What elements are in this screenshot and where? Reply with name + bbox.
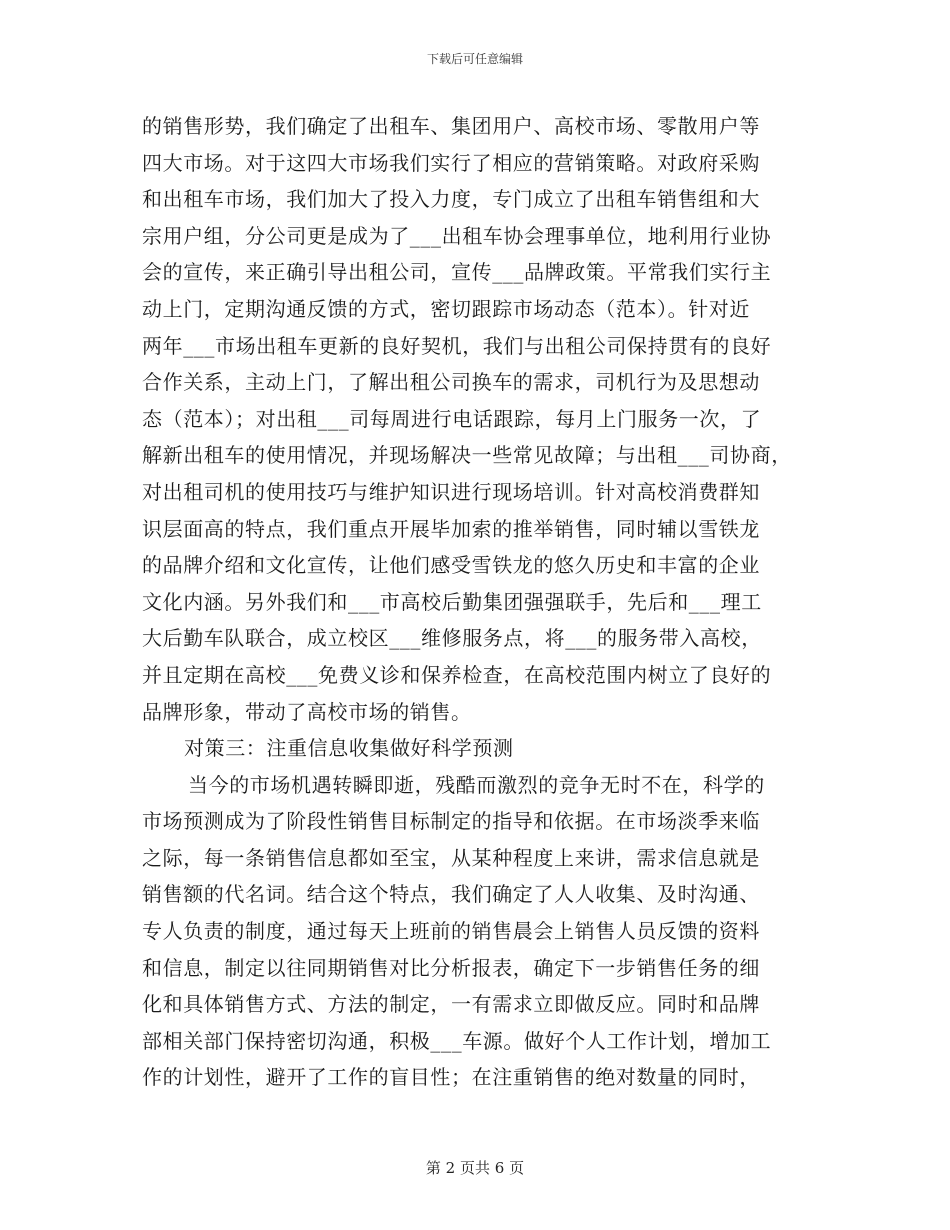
body-line: 和信息，制定以往同期销售对比分析报表，确定下一步销售任务的细	[142, 955, 760, 980]
body-line: 当今的市场机遇转瞬即逝，残酷而激烈的竞争无时不在，科学的	[188, 772, 765, 797]
body-line: 识层面高的特点，我们重点开展毕加索的推举销售，同时辅以雪铁龙	[142, 516, 760, 541]
section-heading: 对策三：注重信息收集做好科学预测	[184, 736, 514, 761]
body-line: 市场预测成为了阶段性销售目标制定的指导和依据。在市场淡季来临	[142, 809, 760, 834]
body-line: 化和具体销售方式、方法的制定，一有需求立即做反应。同时和品牌	[142, 992, 760, 1017]
body-line: 合作关系，主动上门，了解出租公司换车的需求，司机行为及思想动	[142, 370, 760, 395]
body-line: 销售额的代名词。结合这个特点，我们确定了人人收集、及时沟通、	[142, 882, 760, 907]
page-header: 下载后可任意编辑	[426, 52, 523, 66]
body-line: 并且定期在高校___免费义诊和保养检查，在高校范围内树立了良好的	[142, 662, 772, 687]
page-footer: 第 2 页共 6 页	[425, 1159, 525, 1177]
body-line: 作的计划性，避开了工作的盲目性；在注重销售的绝对数量的同时，	[142, 1065, 760, 1090]
body-line: 解新出租车的使用情况，并现场解决一些常见故障；与出租___司协商，	[142, 443, 792, 468]
body-line: 的销售形势，我们确定了出租车、集团用户、高校市场、零散用户等	[142, 114, 760, 138]
body-line: 之际，每一条销售信息都如至宝，从某种程度上来讲，需求信息就是	[142, 845, 760, 870]
body-line: 部相关部门保持密切沟通，积极___车源。做好个人工作计划，增加工	[142, 1028, 772, 1053]
body-line: 品牌形象，带动了高校市场的销售。	[142, 699, 472, 724]
body-line: 对出租司机的使用技巧与维护知识进行现场培训。针对高校消费群知	[142, 479, 760, 504]
body-line: 态（范本）；对出租___司每周进行电话跟踪，每月上门服务一次，了	[142, 406, 762, 431]
body-line: 的品牌介绍和文化宣传，让他们感受雪铁龙的悠久历史和丰富的企业	[142, 553, 760, 578]
body-line: 文化内涵。另外我们和___市高校后勤集团强强联手，先后和___理工	[142, 589, 762, 614]
body-line: 会的宣传，来正确引导出租公司，宣传___品牌政策。平常我们实行主	[142, 260, 772, 285]
body-line: 四大市场。对于这四大市场我们实行了相应的营销策略。对政府采购	[142, 150, 760, 175]
body-line: 专人负责的制度，通过每天上班前的销售晨会上销售人员反馈的资料	[142, 919, 760, 944]
document-body	[142, 108, 822, 1096]
body-line: 和出租车市场，我们加大了投入力度，专门成立了出租车销售组和大	[142, 187, 760, 212]
body-line: 两年___市场出租车更新的良好契机，我们与出租公司保持贯有的良好	[142, 333, 772, 358]
body-line: 大后勤车队联合，成立校区___维修服务点，将___的服务带入高校，	[142, 626, 762, 651]
body-line: 宗用户组，分公司更是成为了___出租车协会理事单位，地利用行业协	[142, 223, 772, 248]
body-line: 动上门，定期沟通反馈的方式，密切跟踪市场动态（范本）。针对近	[142, 296, 750, 321]
